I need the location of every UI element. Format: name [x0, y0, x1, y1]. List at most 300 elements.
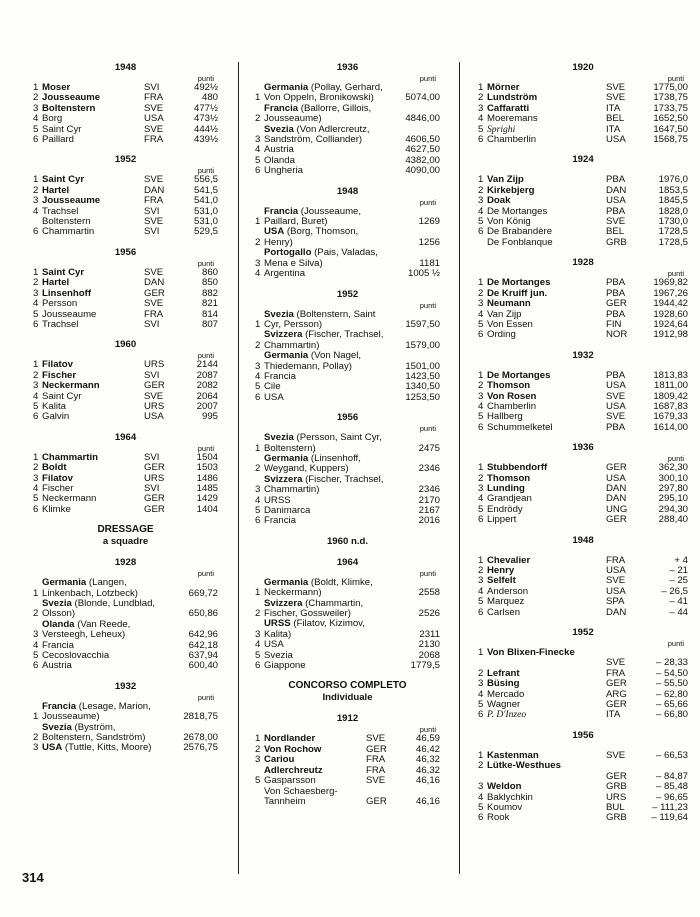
rank: 3	[255, 134, 261, 146]
team-text	[264, 104, 388, 125]
score: 2311	[419, 628, 440, 640]
score: 1568,75	[653, 134, 688, 146]
rider-name: Von Essen	[487, 319, 533, 330]
rider-name: Schummelketel	[487, 422, 553, 433]
rank: 5	[478, 699, 484, 711]
rank: 2	[478, 380, 484, 392]
rank: 3	[478, 781, 484, 793]
result-block	[255, 412, 440, 527]
team-row	[255, 619, 440, 640]
rank: 2	[255, 113, 261, 125]
rank: 1	[255, 216, 261, 228]
country-code: SVE	[144, 174, 164, 186]
rank: 5	[33, 650, 39, 662]
country-code: GER	[606, 770, 627, 782]
column-divider	[459, 62, 460, 874]
rider-name: Baklychkin	[487, 792, 533, 803]
rank: 1	[478, 749, 484, 761]
country-code: BUL	[606, 801, 625, 813]
rank: 6	[478, 709, 484, 721]
score: – 41	[669, 596, 688, 608]
team-row	[255, 310, 440, 331]
country-code: GRB	[606, 781, 627, 793]
result-row	[33, 135, 218, 145]
score: 2087	[196, 369, 218, 381]
country-code: SVE	[606, 575, 626, 587]
result-block	[478, 154, 688, 248]
country-code: DAN	[606, 482, 627, 494]
result-block	[33, 524, 218, 548]
team-name: Francia	[264, 205, 299, 217]
team-members: (Boldt, Klimke, Neckermann)	[264, 576, 373, 599]
rank: 5	[478, 216, 484, 228]
rank: 4	[478, 791, 484, 803]
score: 1730,0	[658, 216, 688, 228]
rider-name: Von Schaesberg-	[264, 786, 338, 797]
team-members: (Blonde, Lundblad, Olsson)	[42, 598, 156, 620]
score: 2007	[196, 400, 218, 412]
score: 1181	[419, 257, 440, 269]
rank: 6	[33, 134, 39, 146]
team-name: Ungheria	[264, 165, 303, 177]
result-row	[255, 734, 440, 744]
team-name: Svezia	[264, 123, 294, 135]
rank: 1	[33, 359, 39, 371]
rank: 2	[255, 608, 261, 620]
team-name: Austria	[264, 144, 294, 156]
score: – 119,64	[651, 812, 688, 824]
points-label: punti	[197, 351, 214, 361]
team-name: Cecoslovacchia	[42, 650, 110, 662]
result-row	[478, 186, 688, 196]
score: 860	[201, 266, 218, 278]
team-name: Germania	[264, 82, 309, 93]
score: 477½	[193, 102, 218, 114]
note-text: 1960 n.d.	[326, 535, 369, 547]
rank: 2	[478, 287, 484, 299]
score: 1733,75	[653, 102, 688, 114]
rank: 3	[33, 195, 39, 207]
score: 2130	[418, 639, 440, 651]
rider-name: Chammartin	[42, 452, 98, 463]
team-name: Germania	[264, 350, 309, 362]
result-row	[478, 196, 688, 206]
score: 531,0	[193, 216, 218, 228]
result-block	[255, 62, 440, 177]
result-row	[478, 227, 688, 237]
rider-name: De Mortanges	[487, 278, 551, 289]
country-code: SVE	[366, 733, 386, 745]
score: – 28,33	[655, 657, 688, 669]
team-row	[255, 83, 440, 104]
team-row	[33, 620, 218, 641]
rank: 3	[255, 754, 261, 766]
result-row	[33, 463, 218, 473]
rank: 2	[478, 184, 484, 196]
score: 995	[201, 411, 218, 423]
rank: 1	[33, 266, 39, 278]
country-code: PBA	[606, 205, 626, 217]
result-block	[255, 186, 440, 280]
country-code: SVE	[144, 123, 164, 135]
team-text	[42, 578, 166, 599]
country-code: GER	[144, 462, 165, 474]
result-row	[33, 310, 218, 320]
rider-name: De Brabandère	[487, 227, 553, 238]
section-title: DRESSAGE	[97, 524, 154, 536]
score: 2818,75	[183, 711, 218, 723]
score: – 44	[669, 606, 688, 618]
score: 46,59	[415, 733, 440, 745]
team-name: Svezia	[42, 598, 72, 609]
score: 1967,26	[653, 287, 688, 299]
rider-name	[487, 772, 606, 782]
rider-name: P. D'Inzeo	[487, 710, 527, 721]
country-code: SVE	[144, 298, 164, 310]
result-row	[478, 135, 688, 145]
score: – 21	[669, 565, 688, 576]
team-members: (Lesage, Marion, Jousseaume)	[42, 700, 151, 723]
country-code: SVI	[144, 205, 160, 217]
rank: 6	[478, 514, 484, 526]
score: 4606,50	[405, 134, 440, 146]
team-name: Svezia	[264, 649, 293, 661]
score: 5074,00	[405, 92, 440, 104]
rider-name: De Mortanges	[487, 206, 548, 217]
rider-name: Büsing	[487, 679, 520, 690]
score: 480	[201, 92, 218, 104]
rider-name: Trachsel	[42, 206, 79, 217]
rank	[255, 797, 264, 807]
score: 814	[201, 308, 218, 320]
team-text	[264, 454, 388, 475]
result-row	[478, 330, 688, 340]
team-name: URSS	[264, 494, 291, 506]
rider-name: Wagner	[487, 700, 521, 711]
year-heading: 1936	[336, 62, 359, 73]
rank: 3	[478, 678, 484, 690]
country-code: USA	[606, 565, 626, 576]
result-row	[478, 381, 688, 391]
score: – 65,66	[655, 699, 688, 711]
rank: 3	[478, 102, 484, 114]
result-block	[33, 557, 218, 672]
rider-name: Lefrant	[487, 668, 520, 679]
rank: 5	[478, 503, 484, 515]
rank: 5	[478, 801, 484, 813]
rank: 5	[33, 493, 39, 505]
score: 362,30	[658, 462, 688, 474]
rank: 4	[255, 370, 261, 382]
score: 46,16	[415, 795, 440, 807]
result-block	[255, 536, 440, 548]
result-row	[33, 505, 218, 515]
year-heading: 1936	[572, 442, 594, 454]
result-row	[33, 207, 218, 217]
page-number: 314	[22, 870, 44, 885]
team-name: USA	[42, 742, 63, 754]
result-row	[33, 83, 218, 93]
rank: 6	[33, 503, 39, 515]
team-name: Olanda	[42, 618, 75, 630]
team-name: Austria	[42, 660, 72, 672]
score: – 96,65	[655, 791, 688, 803]
score: 1501,00	[405, 360, 440, 372]
year-heading: 1920	[572, 62, 594, 73]
score: 2144	[196, 359, 218, 371]
column-right	[478, 62, 688, 833]
country-code: ITA	[606, 123, 621, 135]
result-block	[478, 627, 688, 721]
rider-name: Adlerchreutz	[264, 765, 323, 776]
country-code: SVE	[606, 390, 626, 402]
rank: 6	[33, 226, 39, 238]
rider-name: Nordlander	[264, 734, 316, 745]
rank: 4	[33, 639, 39, 651]
rank: 3	[33, 472, 39, 484]
result-row	[478, 751, 688, 761]
country-code: GER	[366, 795, 387, 807]
score: 529,5	[193, 226, 218, 238]
score: 2167	[418, 505, 440, 516]
country-code: ARG	[606, 688, 627, 700]
country-code: USA	[606, 585, 626, 597]
points-label: punti	[419, 568, 436, 578]
rank: 6	[255, 391, 261, 403]
rank: 6	[478, 134, 484, 146]
country-code: GRB	[606, 812, 627, 824]
team-name: USA	[264, 391, 284, 403]
rider-name: Von Blixen-Finecke	[487, 648, 575, 659]
country-code: SVI	[144, 226, 160, 238]
rank: 5	[255, 775, 261, 787]
rank: 5	[33, 123, 39, 135]
rank: 5	[255, 381, 261, 393]
team-members: (Fischer, Trachsel, Chammartin)	[264, 329, 384, 351]
country-code: SVE	[606, 92, 626, 104]
rider-name: Chevalier	[487, 555, 531, 566]
team-text	[264, 578, 388, 599]
rank: 5	[33, 400, 39, 412]
points-label: punti	[197, 258, 214, 268]
rank: 1	[255, 442, 261, 454]
rank: 4	[255, 268, 261, 280]
points-label: punti	[197, 443, 214, 453]
country-code: USA	[606, 472, 626, 484]
result-row	[478, 608, 688, 618]
points-label	[478, 547, 688, 556]
team-row	[33, 743, 218, 753]
score: 492½	[193, 82, 218, 93]
score: 2016	[418, 515, 440, 527]
result-row	[33, 381, 218, 391]
country-code: BEL	[606, 226, 625, 238]
score: 2170	[418, 494, 440, 506]
rank: 1	[255, 587, 261, 599]
team-row	[33, 661, 218, 671]
rider-name: Doak	[487, 196, 511, 207]
rider-name: Neumann	[487, 299, 531, 310]
country-code: SVI	[144, 369, 160, 381]
rank: 3	[33, 102, 39, 114]
rider-name: Van Zijp	[487, 309, 522, 320]
result-block	[33, 339, 218, 422]
rider-name: Caffaratti	[487, 103, 530, 114]
rank	[478, 238, 487, 248]
rider-name: Moser	[42, 83, 71, 93]
score: 1738,75	[653, 92, 688, 104]
rank: 2	[33, 277, 39, 289]
rider-name: Cariou	[264, 755, 295, 766]
score: 294,30	[658, 503, 688, 515]
rider-name: Persson	[42, 299, 78, 310]
score: 4090,00	[405, 165, 440, 177]
score: 1924,64	[653, 318, 688, 330]
country-code: UNG	[606, 503, 628, 515]
score: 1779,5	[410, 660, 440, 672]
year-heading: 1964	[336, 556, 359, 568]
team-name: Danimarca	[264, 505, 311, 516]
team-text	[264, 207, 388, 228]
rider-name: Filatov	[42, 360, 73, 371]
country-code: GER	[606, 678, 627, 690]
rider-name: Kalita	[42, 401, 66, 412]
country-code: DAN	[606, 606, 627, 618]
score: 2346	[418, 463, 440, 475]
rider-name: Chamberlin	[487, 401, 537, 412]
team-row	[255, 454, 440, 475]
rank: 4	[478, 688, 484, 700]
team-members: (Tuttle, Kitts, Moore)	[62, 742, 152, 754]
country-code: URS	[144, 359, 165, 371]
country-code: SPA	[606, 596, 625, 608]
score: 807	[201, 318, 218, 330]
score: 1647,50	[653, 123, 688, 135]
country-code: GER	[606, 699, 627, 711]
team-name: Francia	[42, 639, 74, 651]
rider-name: Fischer	[42, 370, 77, 381]
country-code: URS	[144, 472, 165, 484]
score: 4846,00	[405, 113, 440, 125]
country-code: USA	[606, 380, 626, 392]
score: 46,42	[415, 743, 440, 755]
rank: 2	[33, 184, 39, 196]
team-text	[264, 166, 388, 176]
section-subtitle: a squadre	[102, 536, 149, 548]
team-row	[255, 599, 440, 620]
score: 1912,98	[653, 329, 688, 341]
result-block	[255, 713, 440, 807]
result-row	[478, 556, 688, 566]
result-row	[478, 494, 688, 504]
rank: 4	[33, 113, 39, 125]
points-label: punti	[667, 74, 684, 83]
rider-name: Neckermann	[42, 494, 97, 505]
score: 531,0	[193, 205, 218, 217]
result-row	[33, 299, 218, 309]
result-row	[255, 787, 440, 797]
team-row	[255, 330, 440, 351]
result-row	[478, 474, 688, 484]
score: 1614,00	[653, 421, 688, 433]
rider-name: Lundström	[487, 93, 538, 104]
team-row	[255, 269, 440, 279]
score: 444½	[193, 123, 218, 135]
team-row	[255, 475, 440, 496]
score: 850	[201, 277, 218, 289]
team-members: (Filatov, Kizimov, Kalita)	[264, 618, 365, 640]
country-code: NOR	[606, 329, 628, 341]
team-members: (Chammartin, Fischer, Gossweiler)	[264, 597, 364, 620]
rank: 2	[478, 565, 484, 576]
rank: 6	[478, 329, 484, 341]
team-name: Germania	[42, 577, 87, 589]
country-code: GER	[144, 287, 165, 299]
country-code: DAN	[606, 493, 627, 505]
rider-name: Ording	[487, 330, 516, 341]
score: 2678,00	[183, 732, 218, 744]
score: – 25	[669, 575, 688, 587]
country-code: PBA	[606, 174, 626, 186]
rank: 4	[33, 298, 39, 310]
rank: 3	[33, 742, 39, 754]
year-heading: 1928	[572, 257, 594, 269]
score: 46,32	[415, 754, 440, 766]
rank: 4	[33, 390, 39, 402]
rank: 1	[33, 451, 39, 463]
rank: 3	[478, 195, 484, 207]
rank: 6	[255, 660, 261, 672]
country-code: SVE	[144, 390, 164, 402]
score: – 84,87	[655, 770, 688, 782]
year-heading: 1964	[114, 431, 137, 443]
country-code: SVE	[606, 749, 626, 761]
result-row	[478, 217, 688, 227]
score: 1728,5	[658, 226, 688, 238]
rider-name: Boltenstern	[42, 217, 91, 228]
team-text	[42, 723, 166, 744]
rank: 5	[255, 649, 261, 661]
country-code: SVI	[144, 318, 160, 330]
rank: 6	[478, 812, 484, 824]
result-row	[478, 710, 688, 720]
rider-name: Boldt	[42, 463, 67, 474]
rider-name: Henry	[487, 566, 515, 576]
team-members: (Pais, Valadas, Mena e Silva)	[264, 247, 378, 269]
country-code: SVE	[606, 411, 626, 423]
team-row	[255, 351, 440, 372]
country-code: PBA	[606, 369, 626, 381]
rank: 3	[478, 298, 484, 310]
team-members: (Ballorre, Gillois, Jousseaume)	[264, 102, 372, 125]
team-name: Svezia	[264, 432, 294, 444]
country-code: USA	[606, 134, 626, 146]
country-code: SVE	[606, 657, 626, 669]
score: 288,40	[658, 514, 688, 526]
rank: 3	[33, 287, 39, 299]
score: 2558	[418, 587, 440, 599]
rank: 2	[478, 760, 484, 772]
rider-name: Chamberlin	[487, 135, 537, 146]
year-heading: 1924	[572, 154, 594, 166]
country-code: ITA	[606, 102, 621, 114]
team-name: URSS	[264, 618, 291, 630]
rider-name: Marquez	[487, 597, 525, 608]
rank: 4	[478, 493, 484, 505]
team-text	[42, 702, 166, 723]
result-row	[478, 813, 688, 823]
score: 637,94	[188, 650, 218, 662]
